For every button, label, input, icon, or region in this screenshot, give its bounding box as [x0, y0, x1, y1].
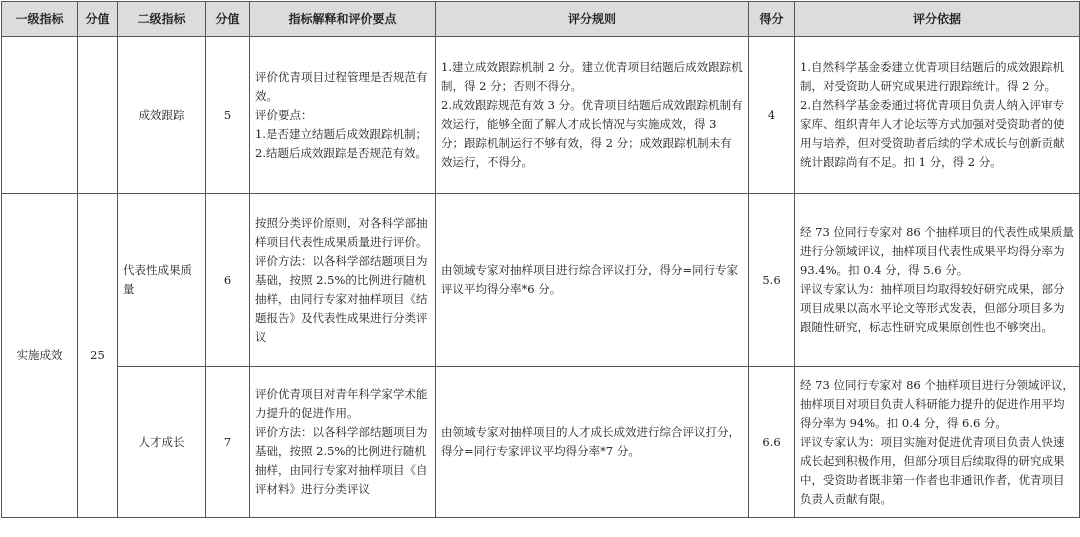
- header-rules: 评分规则: [436, 2, 749, 37]
- explanation-line: 2.结题后成效跟踪是否规范有效。: [255, 145, 427, 160]
- header-basis: 评分依据: [795, 2, 1080, 37]
- basis-line: 经 73 位同行专家对 86 个抽样项目进行分领域评议，抽样项目对项目负责人科研能力提升的促进作用平均得分率为 94%。扣 0.4 分，得 6.6 分。: [800, 377, 1074, 430]
- table-row: [2, 194, 1080, 367]
- level1-name: 实施成效: [2, 194, 78, 518]
- table-row: [2, 367, 1080, 518]
- explanation-line: 评价优青项目过程管理是否规范有效。: [255, 69, 428, 103]
- rules-cell: [436, 37, 749, 194]
- rules-line: 1.建立成效跟踪机制 2 分。建立优青项目结题后成效跟踪机制，得 2 分；否则不得分。: [441, 60, 743, 93]
- header-level1: 一级指标: [2, 2, 78, 37]
- level2-score: 5: [206, 37, 250, 194]
- obtained-score: 5.6: [749, 194, 795, 367]
- header-row: [2, 2, 1080, 37]
- basis-line: 经 73 位同行专家对 86 个抽样项目的代表性成果质量进行分领域评议，抽样项目代表性成果平均得分率为 93.4%。扣 0.4 分，得 5.6 分。: [800, 225, 1074, 277]
- basis-cell: [795, 367, 1080, 518]
- explanation-line: 1.是否建立结题后成效跟踪机制；: [255, 126, 427, 141]
- explanation-cell: [250, 194, 436, 367]
- header-score2: 分值: [206, 2, 250, 37]
- header-level2: 二级指标: [118, 2, 206, 37]
- level1-name-empty: [2, 37, 78, 194]
- explanation-line: 评价方法：以各科学部结题项目为基础，按照 2.5%的比例进行随机抽样，由同行专家对抽样项目《结题报告》及代表性成果进行分类评议: [255, 253, 428, 344]
- obtained-score: 4: [749, 37, 795, 194]
- explanation-cell: [250, 37, 436, 194]
- basis-cell: [795, 194, 1080, 367]
- explanation-cell: [250, 367, 436, 518]
- basis-line: 评议专家认为：项目实施对促进优青项目负责人快速成长起到积极作用，但部分项目后续取得的研究成果中，受资助者既非第一作者也非通讯作者，优青项目负责人贡献有限。: [800, 434, 1065, 506]
- header-obtained: 得分: [749, 2, 795, 37]
- level1-score-empty: [78, 37, 118, 194]
- rules-line: 由领域专家对抽样项目进行综合评议打分，得分=同行专家评议平均得分率*6 分。: [441, 263, 739, 296]
- table-row: [2, 37, 1080, 194]
- level2-score: 6: [206, 194, 250, 367]
- explanation-line: 评价优青项目对青年科学家学术能力提升的促进作用。: [255, 387, 428, 420]
- rules-cell: [436, 367, 749, 518]
- explanation-line: 评价方法：以各科学部结题项目为基础，按照 2.5%的比例进行随机抽样，由同行专家对抽样项目《自评材料》进行分类评议: [255, 425, 428, 496]
- level2-name: 人才成长: [118, 367, 206, 518]
- explanation-line: 按照分类评价原则，对各科学部抽样项目代表性成果质量进行评价。: [255, 215, 428, 249]
- level1-score: 25: [78, 194, 118, 518]
- basis-line: 1.自然科学基金委建立优青项目结题后的成效跟踪机制，对受资助人研究成果进行跟踪统计。得 2 分。: [800, 60, 1064, 93]
- header-score1: 分值: [78, 2, 118, 37]
- level2-name: 代表性成果质量: [118, 194, 206, 367]
- header-explanation: 指标解释和评价要点: [250, 2, 436, 37]
- level2-name: 成效跟踪: [118, 37, 206, 194]
- basis-line: 2.自然科学基金委通过将优青项目负责人纳入评审专家库、组织青年人才论坛等方式加强对受资助者的使用与培养，但对受资助者后续的学术成长与创新贡献统计跟踪尚有不足。扣 1 分，得 2 分。: [800, 98, 1065, 169]
- evaluation-table: [1, 1, 1080, 518]
- basis-cell: [795, 37, 1080, 194]
- rules-line: 2.成效跟踪规范有效 3 分。优青项目结题后成效跟踪机制有效运行，能够全面了解人才成长情况与实施成效，得 3 分；跟踪机制运行不够有效，得 2 分；成效跟踪机制未有效运行，不得分。: [441, 98, 743, 169]
- rules-line: 由领域专家对抽样项目的人才成长成效进行综合评议打分，得分=同行专家评议平均得分率*7 分。: [441, 425, 740, 458]
- explanation-line: 评价要点：: [255, 107, 313, 122]
- basis-line: 评议专家认为：抽样项目均取得较好研究成果，部分项目成果以高水平论文等形式发表，但部分项目多为跟随性研究，标志性研究成果原创性也不够突出。: [800, 282, 1065, 334]
- obtained-score: 6.6: [749, 367, 795, 518]
- rules-cell: [436, 194, 749, 367]
- level2-score: 7: [206, 367, 250, 518]
